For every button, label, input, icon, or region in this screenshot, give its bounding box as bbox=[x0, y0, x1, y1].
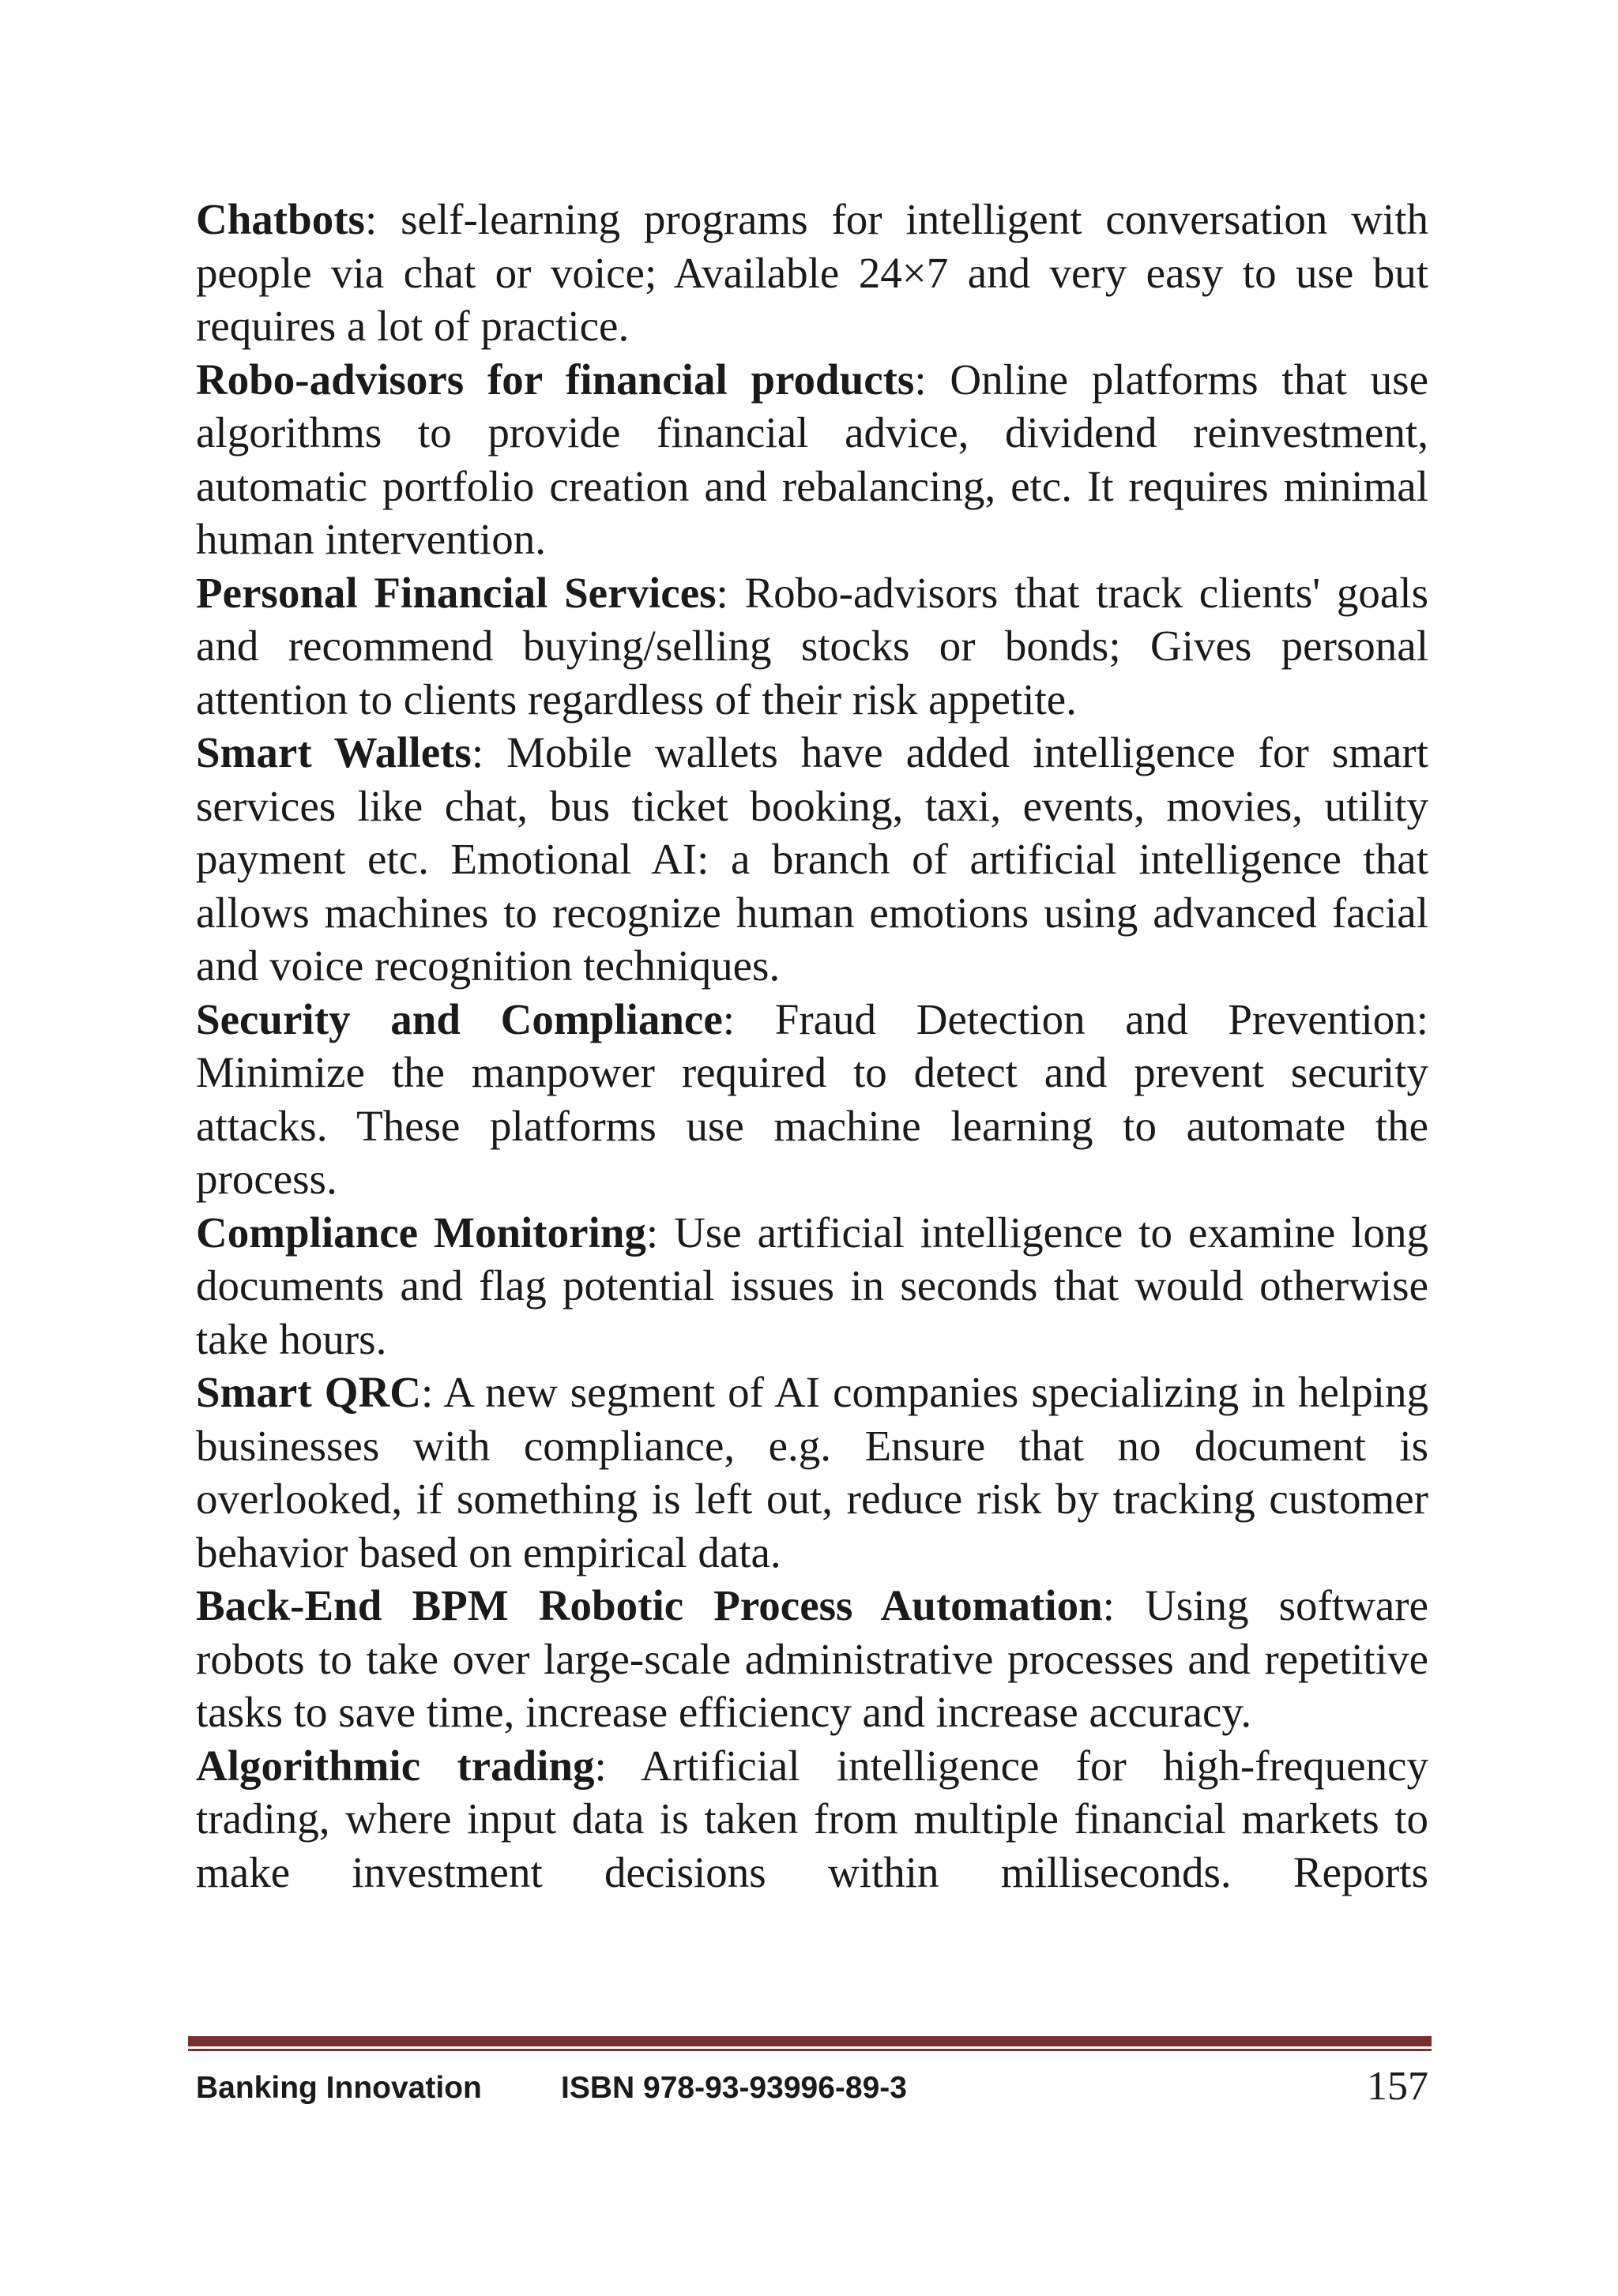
paragraph-smart-qrc bbox=[196, 1366, 1428, 1579]
paragraph-text: : A new segment of AI companies specializing in helping businesses with compliance, e.g. Ensure that no document is overlooked, if something is left out, reduce risk by tracking customer behavior based on empirical data. bbox=[196, 1368, 1428, 1576]
term-label: Compliance Monitoring bbox=[196, 1208, 646, 1257]
paragraph-text: : Artificial intelligence for high-frequency trading, where input data is taken from multiple financial markets to make investment decisions within milliseconds. Reports bbox=[196, 1741, 1429, 1896]
footer-rule-thick bbox=[188, 2036, 1432, 2046]
term-label: Personal Financial Services bbox=[196, 568, 717, 617]
footer-isbn: ISBN 978-93-93996-89-3 bbox=[561, 2071, 907, 2105]
paragraph-text: : Use artificial intelligence to examine long documents and flag potential issues in seconds that would otherwise take hours. bbox=[196, 1208, 1428, 1363]
paragraph-rpa bbox=[196, 1579, 1428, 1739]
paragraph-robo-advisors bbox=[196, 353, 1428, 566]
paragraph-text: : Fraud Detection and Prevention: Minimize the manpower required to detect and prevent security attacks. These platforms use machine learning to automate the process. bbox=[196, 994, 1429, 1203]
term-label: Algorithmic trading bbox=[196, 1741, 595, 1790]
paragraph-smart-wallets bbox=[196, 726, 1428, 993]
paragraph-algorithmic-trading bbox=[196, 1739, 1428, 1900]
footer-rule-thin bbox=[188, 2049, 1432, 2051]
paragraph-chatbots bbox=[196, 193, 1428, 353]
paragraph-personal-financial-services bbox=[196, 566, 1428, 727]
term-label: Security and Compliance bbox=[196, 994, 723, 1043]
paragraph-text: : Using software robots to take over large-scale administrative processes and repetitive tasks to save time, increase efficiency and increase accuracy. bbox=[196, 1581, 1428, 1736]
paragraph-text: : Robo-advisors that track clients' goals and recommend buying/selling stocks or bonds; Gives personal attention to clients regardless of their risk appetite. bbox=[196, 568, 1428, 723]
page-number: 157 bbox=[1367, 2064, 1428, 2109]
paragraph-security-compliance bbox=[196, 993, 1428, 1206]
page-body bbox=[196, 193, 1428, 1899]
footer-rule bbox=[188, 2036, 1432, 2052]
term-label: Back-End BPM Robotic Process Automation bbox=[196, 1581, 1103, 1629]
term-label: Robo-advisors for financial products bbox=[196, 355, 915, 404]
paragraph-text: : self-learning programs for intelligent conversation with people via chat or voice; Available 24×7 and very easy to use but requires a lot of practice. bbox=[196, 195, 1428, 350]
paragraph-text: : Mobile wallets have added intelligence for smart services like chat, bus ticket booking, taxi, events, movies, utility payment etc. Emotional AI: a branch of artificial intelligence that allows machines to recognize human emotions using advanced facial and voice recognition techniques. bbox=[196, 728, 1428, 990]
term-label: Chatbots bbox=[196, 195, 365, 243]
footer-book-title: Banking Innovation bbox=[196, 2071, 482, 2105]
paragraph-compliance-monitoring bbox=[196, 1206, 1428, 1366]
term-label: Smart QRC bbox=[196, 1368, 421, 1416]
paragraph-text: : Online platforms that use algorithms to provide financial advice, dividend reinvestment, automatic portfolio creation and rebalancing, etc. It requires minimal human intervention. bbox=[196, 355, 1428, 563]
term-label: Smart Wallets bbox=[196, 728, 472, 776]
page-footer bbox=[196, 2063, 1428, 2110]
